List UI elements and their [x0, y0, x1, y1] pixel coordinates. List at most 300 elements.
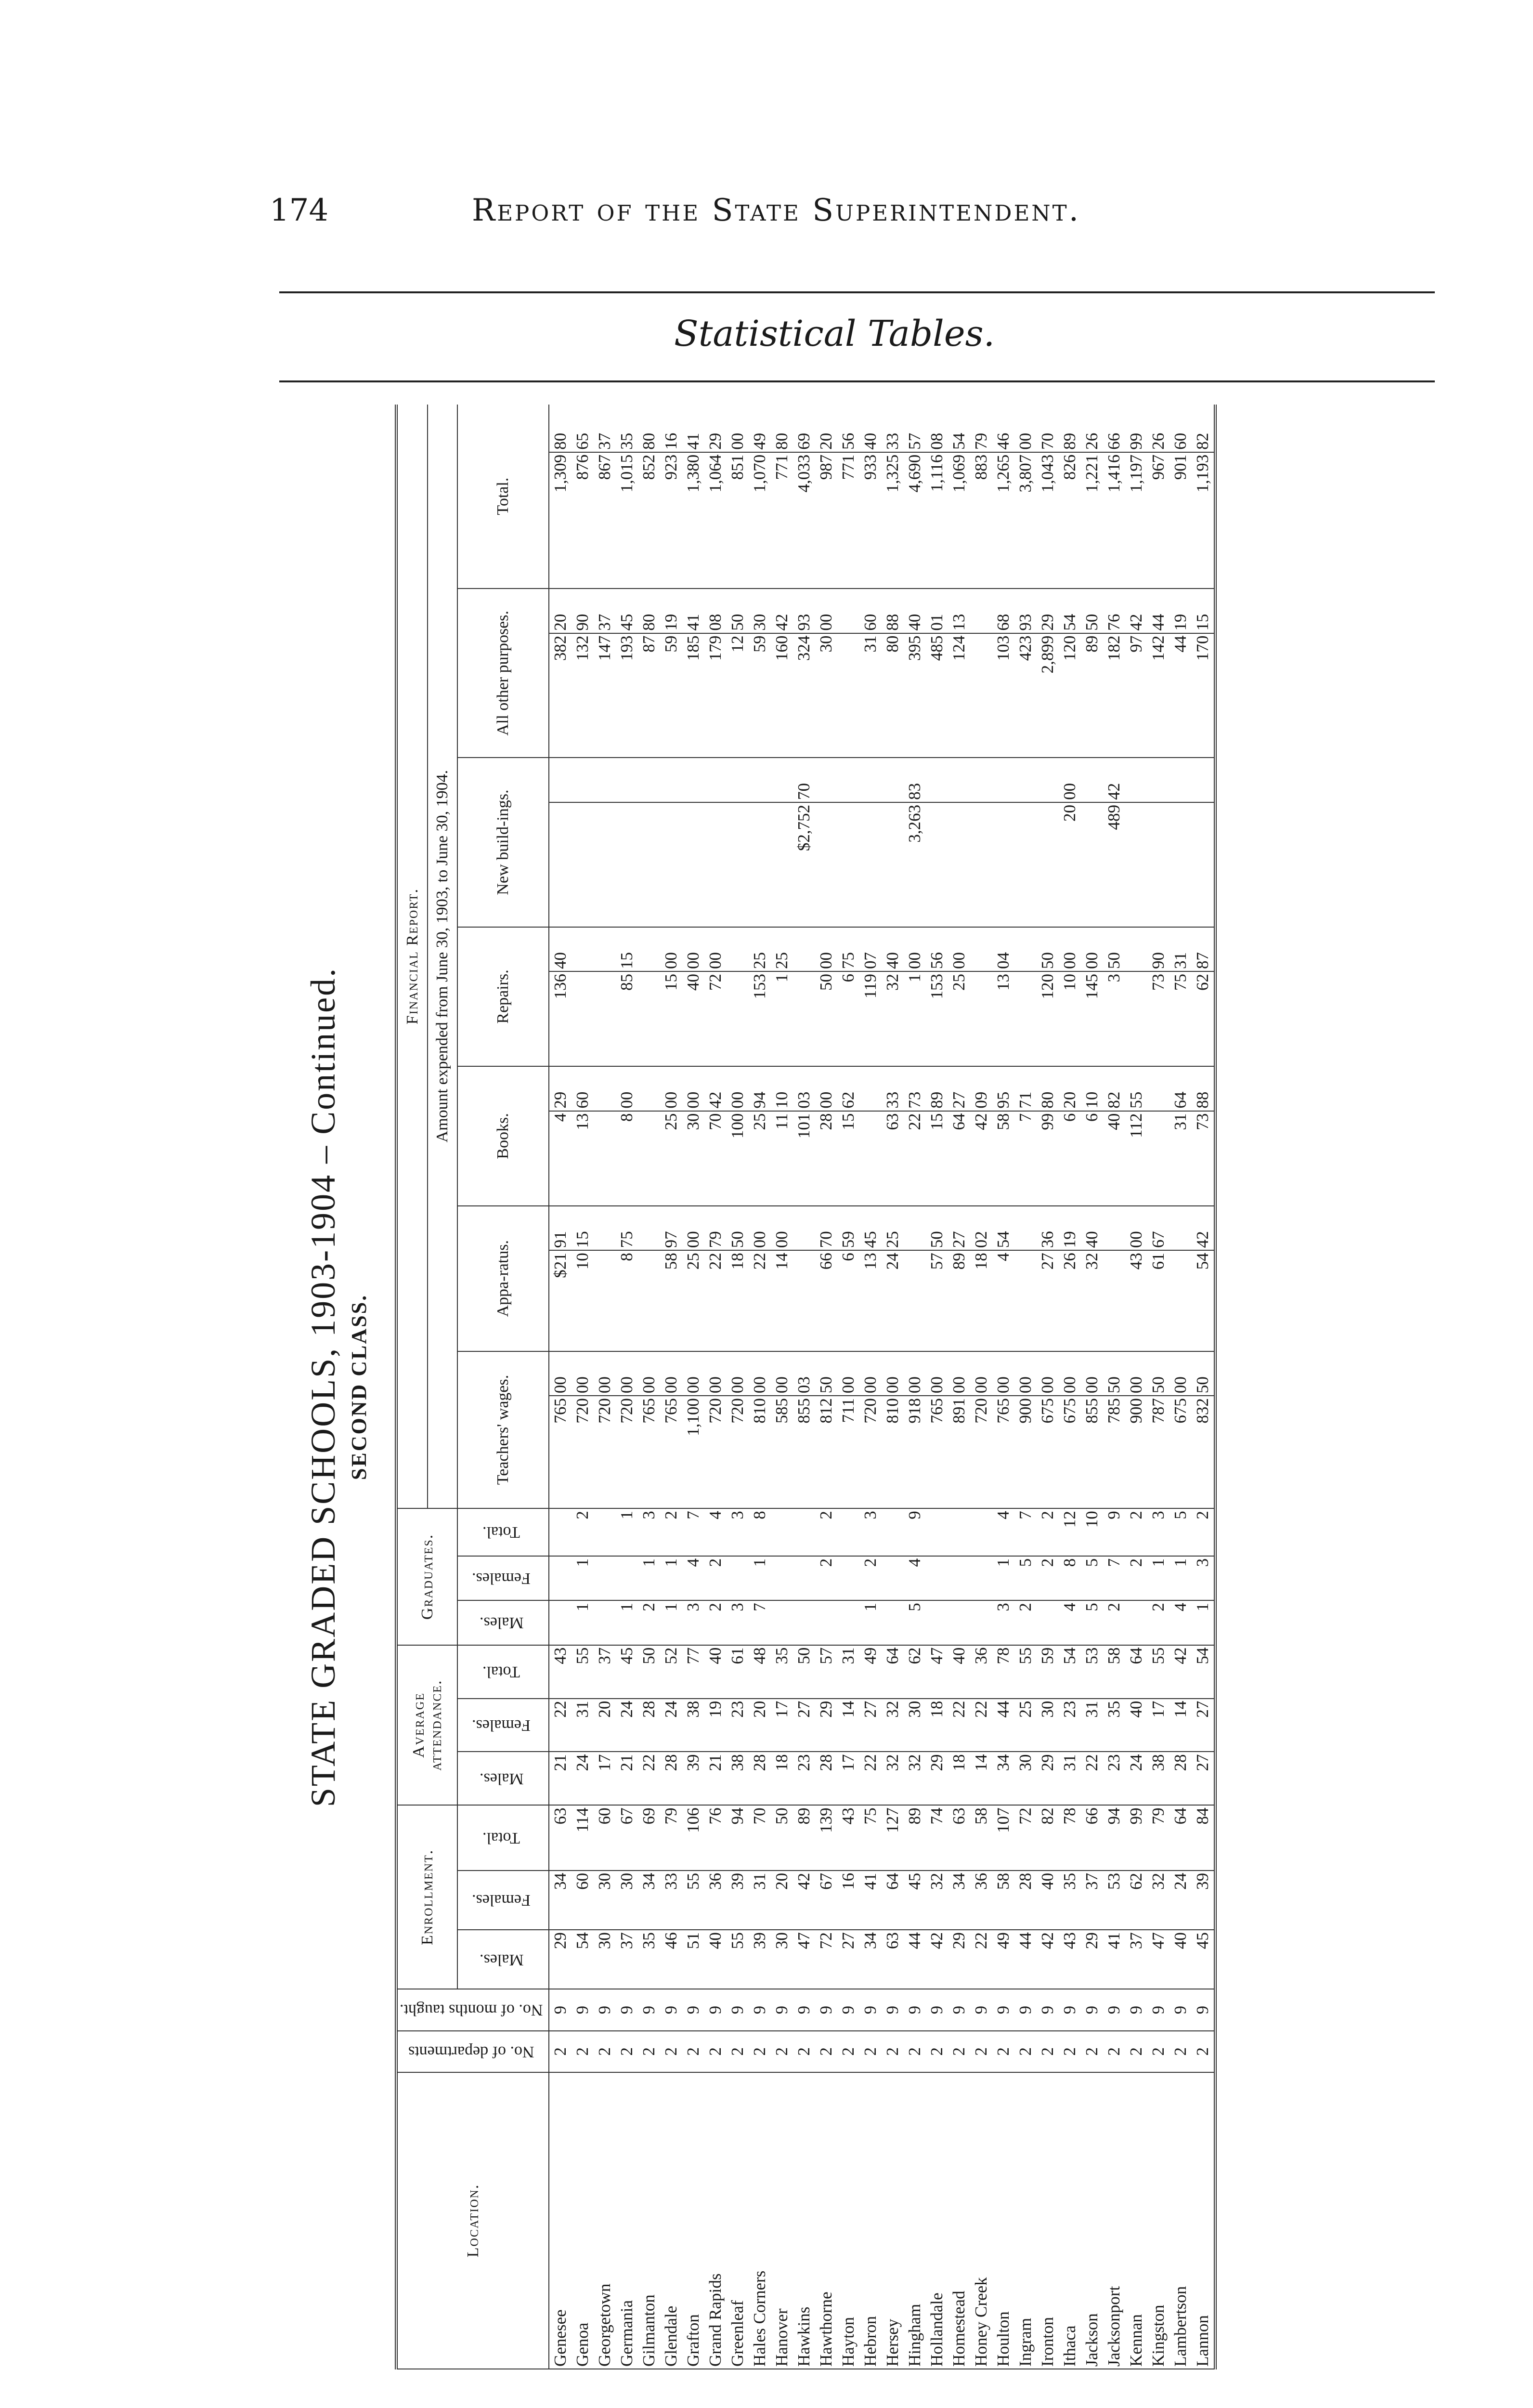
attend-females-cell: 30 — [1037, 1699, 1059, 1752]
other-purposes-cents-cell: 08 — [704, 589, 727, 633]
repairs-cents-cell: 15 — [616, 927, 638, 971]
location-cell: Hayton — [837, 2072, 859, 2369]
apparatus-cents-cell — [793, 1206, 815, 1250]
other-purposes-cell: 324 — [793, 633, 815, 758]
total-cell: 923 — [660, 452, 682, 589]
repairs-cents-cell: 50 — [1103, 927, 1125, 971]
new-buildings-cents-cell: 83 — [904, 758, 926, 802]
grad-males-cell — [815, 1600, 837, 1645]
attend-males-cell: 28 — [749, 1752, 771, 1805]
new-buildings-cell: 20 — [1059, 802, 1081, 927]
apparatus-cents-cell: 70 — [815, 1206, 837, 1250]
apparatus-cell: 57 — [926, 1250, 948, 1351]
grad-males-cell: 4 — [1059, 1600, 1081, 1645]
enroll-total-cell: 70 — [749, 1805, 771, 1871]
enroll-males-cell: 37 — [1125, 1930, 1147, 1989]
grad-total-cell — [549, 1508, 572, 1556]
new-buildings-cell — [616, 802, 638, 927]
enroll-males-cell: 51 — [682, 1930, 704, 1989]
other-purposes-cell: 160 — [771, 633, 793, 758]
enroll-total-cell: 64 — [1169, 1805, 1192, 1871]
other-purposes-cell: 59 — [660, 633, 682, 758]
enroll-total-cell: 43 — [837, 1805, 859, 1871]
attend-females-cell: 40 — [1125, 1699, 1147, 1752]
new-buildings-cents-cell — [1014, 758, 1037, 802]
new-buildings-cents-cell: 00 — [1059, 758, 1081, 802]
header-grad-males: Males. — [457, 1600, 549, 1645]
attend-males-cell: 30 — [1014, 1752, 1037, 1805]
total-cents-cell: 20 — [815, 405, 837, 452]
repairs-cents-cell: 00 — [948, 927, 970, 971]
apparatus-cell: 89 — [948, 1250, 970, 1351]
apparatus-cell: 43 — [1125, 1250, 1147, 1351]
grad-males-cell: 5 — [904, 1600, 926, 1645]
other-purposes-cell: 2,899 — [1037, 633, 1059, 758]
attend-males-cell: 22 — [1081, 1752, 1103, 1805]
location-cell: Gilmanton — [638, 2072, 660, 2369]
attend-females-cell: 22 — [948, 1699, 970, 1752]
grad-males-cell: 3 — [992, 1600, 1014, 1645]
apparatus-cents-cell: 40 — [1081, 1206, 1103, 1250]
attend-females-cell: 27 — [1192, 1699, 1215, 1752]
location-cell: Hawthorne — [815, 2072, 837, 2369]
wages-cents-cell: 00 — [992, 1351, 1014, 1396]
total-cell: 1,309 — [549, 452, 572, 589]
enroll-males-cell: 37 — [616, 1930, 638, 1989]
departments-cell: 2 — [1081, 2031, 1103, 2072]
apparatus-cell: 18 — [727, 1250, 749, 1351]
header-attendance: Average attendance. — [396, 1645, 457, 1806]
departments-cell: 2 — [1169, 2031, 1192, 2072]
attend-females-cell: 38 — [682, 1699, 704, 1752]
enroll-total-cell: 76 — [704, 1805, 727, 1871]
enroll-total-cell: 84 — [1192, 1805, 1215, 1871]
attend-females-cell: 14 — [837, 1699, 859, 1752]
enroll-total-cell: 79 — [1147, 1805, 1169, 1871]
months-cell: 9 — [904, 1989, 926, 2030]
wages-cents-cell: 00 — [549, 1351, 572, 1396]
apparatus-cell: 66 — [815, 1250, 837, 1351]
wages-cell: 675 — [1037, 1396, 1059, 1508]
books-cents-cell: 27 — [948, 1066, 970, 1111]
grad-total-cell — [970, 1508, 992, 1556]
total-cell: 876 — [572, 452, 594, 589]
grad-males-cell: 2 — [1014, 1600, 1037, 1645]
grad-males-cell: 3 — [727, 1600, 749, 1645]
other-purposes-cents-cell: 41 — [682, 589, 704, 633]
repairs-cell — [1125, 971, 1147, 1066]
grad-females-cell: 1 — [1169, 1556, 1192, 1600]
grad-total-cell — [948, 1508, 970, 1556]
header-enroll-males: Males. — [457, 1930, 549, 1989]
total-cents-cell: 00 — [1014, 405, 1037, 452]
repairs-cents-cell: 50 — [1037, 927, 1059, 971]
wages-cell: 891 — [948, 1396, 970, 1508]
location-cell: Kingston — [1147, 2072, 1169, 2369]
grad-males-cell: 7 — [749, 1600, 771, 1645]
attend-males-cell: 24 — [1125, 1752, 1147, 1805]
table-row — [572, 405, 594, 2369]
repairs-cell: 120 — [1037, 971, 1059, 1066]
attend-total-cell: 53 — [1081, 1645, 1103, 1699]
grad-total-cell: 9 — [904, 1508, 926, 1556]
enroll-males-cell: 55 — [727, 1930, 749, 1989]
location-cell: Genesee — [549, 2072, 572, 2369]
departments-cell: 2 — [1037, 2031, 1059, 2072]
wages-cents-cell: 00 — [749, 1351, 771, 1396]
enroll-females-cell: 32 — [1147, 1871, 1169, 1930]
enroll-females-cell: 30 — [594, 1871, 616, 1930]
attend-total-cell: 35 — [771, 1645, 793, 1699]
other-purposes-cell: 31 — [859, 633, 882, 758]
enroll-total-cell: 107 — [992, 1805, 1014, 1871]
grad-males-cell — [970, 1600, 992, 1645]
wages-cell: 900 — [1125, 1396, 1147, 1508]
attend-total-cell: 61 — [727, 1645, 749, 1699]
header-location: Location. — [396, 2072, 549, 2369]
repairs-cell: 62 — [1192, 971, 1215, 1066]
subtitle-rule — [279, 380, 1435, 382]
enroll-males-cell: 27 — [837, 1930, 859, 1989]
grad-males-cell — [771, 1600, 793, 1645]
rotated-table-block — [303, 405, 1449, 2369]
enroll-females-cell: 42 — [793, 1871, 815, 1930]
departments-cell: 2 — [992, 2031, 1014, 2072]
table-row — [948, 405, 970, 2369]
books-cents-cell — [638, 1066, 660, 1111]
table-row — [638, 405, 660, 2369]
enroll-males-cell: 72 — [815, 1930, 837, 1989]
months-cell: 9 — [815, 1989, 837, 2030]
grad-total-cell: 4 — [992, 1508, 1014, 1556]
apparatus-cents-cell — [594, 1206, 616, 1250]
wages-cents-cell: 00 — [904, 1351, 926, 1396]
enroll-females-cell: 35 — [1059, 1871, 1081, 1930]
total-cents-cell: 65 — [572, 405, 594, 452]
table-row — [682, 405, 704, 2369]
enroll-males-cell: 41 — [1103, 1930, 1125, 1989]
repairs-cents-cell — [638, 927, 660, 971]
grad-males-cell — [793, 1600, 815, 1645]
departments-cell: 2 — [815, 2031, 837, 2072]
apparatus-cents-cell: 00 — [682, 1206, 704, 1250]
total-cents-cell: 33 — [882, 405, 904, 452]
grad-females-cell: 1 — [572, 1556, 594, 1600]
wages-cell: 765 — [926, 1396, 948, 1508]
total-cents-cell: 80 — [638, 405, 660, 452]
new-buildings-cents-cell — [815, 758, 837, 802]
total-cell: 826 — [1059, 452, 1081, 589]
departments-cell: 2 — [1125, 2031, 1147, 2072]
grad-females-cell: 2 — [704, 1556, 727, 1600]
apparatus-cents-cell: 54 — [992, 1206, 1014, 1250]
enroll-males-cell: 42 — [926, 1930, 948, 1989]
total-cell: 1,380 — [682, 452, 704, 589]
books-cents-cell: 94 — [749, 1066, 771, 1111]
books-cell: 40 — [1103, 1111, 1125, 1206]
new-buildings-cell — [882, 802, 904, 927]
attend-total-cell: 37 — [594, 1645, 616, 1699]
other-purposes-cell: 382 — [549, 633, 572, 758]
location-cell: Germania — [616, 2072, 638, 2369]
attend-females-cell: 20 — [749, 1699, 771, 1752]
apparatus-cell: 18 — [970, 1250, 992, 1351]
attend-females-cell: 27 — [793, 1699, 815, 1752]
grad-total-cell: 3 — [1147, 1508, 1169, 1556]
apparatus-cell: 10 — [572, 1250, 594, 1351]
books-cents-cell: 03 — [793, 1066, 815, 1111]
enroll-females-cell: 32 — [926, 1871, 948, 1930]
books-cents-cell: 00 — [682, 1066, 704, 1111]
enroll-total-cell: 82 — [1037, 1805, 1059, 1871]
new-buildings-cents-cell — [616, 758, 638, 802]
repairs-cell — [1014, 971, 1037, 1066]
repairs-cents-cell: 56 — [926, 927, 948, 971]
wages-cell: 765 — [638, 1396, 660, 1508]
grad-males-cell — [549, 1600, 572, 1645]
header-fin-total: Total. — [457, 405, 549, 589]
total-cents-cell: 57 — [904, 405, 926, 452]
new-buildings-cell — [660, 802, 682, 927]
departments-cell: 2 — [1147, 2031, 1169, 2072]
repairs-cell — [638, 971, 660, 1066]
enroll-females-cell: 39 — [727, 1871, 749, 1930]
new-buildings-cents-cell — [572, 758, 594, 802]
enroll-total-cell: 94 — [1103, 1805, 1125, 1871]
total-cents-cell: 08 — [926, 405, 948, 452]
wages-cell: 855 — [1081, 1396, 1103, 1508]
grad-total-cell — [926, 1508, 948, 1556]
header-books: Books. — [457, 1066, 549, 1206]
books-cents-cell — [1147, 1066, 1169, 1111]
other-purposes-cell: 193 — [616, 633, 638, 758]
attend-total-cell: 43 — [549, 1645, 572, 1699]
books-cell: 6 — [1081, 1111, 1103, 1206]
enroll-females-cell: 34 — [948, 1871, 970, 1930]
other-purposes-cents-cell: 29 — [1037, 589, 1059, 633]
other-purposes-cell: 147 — [594, 633, 616, 758]
top-rule — [279, 291, 1435, 293]
total-cell: 4,033 — [793, 452, 815, 589]
books-cell: 31 — [1169, 1111, 1192, 1206]
table-row — [749, 405, 771, 2369]
new-buildings-cents-cell — [1081, 758, 1103, 802]
new-buildings-cents-cell: 42 — [1103, 758, 1125, 802]
repairs-cell: 85 — [616, 971, 638, 1066]
new-buildings-cents-cell — [1147, 758, 1169, 802]
apparatus-cents-cell: 27 — [948, 1206, 970, 1250]
enroll-males-cell: 30 — [771, 1930, 793, 1989]
table-class-label: SECOND CLASS. — [347, 1294, 371, 1480]
wages-cell: 765 — [660, 1396, 682, 1508]
books-cents-cell: 55 — [1125, 1066, 1147, 1111]
apparatus-cell — [594, 1250, 616, 1351]
total-cents-cell: 29 — [704, 405, 727, 452]
attend-males-cell: 38 — [1147, 1752, 1169, 1805]
attend-females-cell: 22 — [549, 1699, 572, 1752]
wages-cents-cell: 00 — [1125, 1351, 1147, 1396]
enroll-males-cell: 47 — [1147, 1930, 1169, 1989]
wages-cell: 765 — [549, 1396, 572, 1508]
months-cell: 9 — [970, 1989, 992, 2030]
table-row — [594, 405, 616, 2369]
departments-cell: 2 — [660, 2031, 682, 2072]
grad-total-cell: 5 — [1169, 1508, 1192, 1556]
attend-females-cell: 31 — [1081, 1699, 1103, 1752]
grad-females-cell — [616, 1556, 638, 1600]
books-cents-cell: 62 — [837, 1066, 859, 1111]
attend-females-cell: 24 — [616, 1699, 638, 1752]
attend-total-cell: 78 — [992, 1645, 1014, 1699]
total-cell: 883 — [970, 452, 992, 589]
enroll-total-cell: 114 — [572, 1805, 594, 1871]
enroll-females-cell: 53 — [1103, 1871, 1125, 1930]
attend-total-cell: 55 — [1147, 1645, 1169, 1699]
books-cell — [594, 1111, 616, 1206]
attend-total-cell: 47 — [926, 1645, 948, 1699]
enroll-females-cell: 20 — [771, 1871, 793, 1930]
attend-males-cell: 28 — [1169, 1752, 1192, 1805]
new-buildings-cents-cell — [859, 758, 882, 802]
wages-cents-cell: 00 — [771, 1351, 793, 1396]
enroll-males-cell: 29 — [1081, 1930, 1103, 1989]
departments-cell: 2 — [1192, 2031, 1215, 2072]
apparatus-cents-cell: 36 — [1037, 1206, 1059, 1250]
enroll-males-cell: 43 — [1059, 1930, 1081, 1989]
attend-total-cell: 31 — [837, 1645, 859, 1699]
total-cell: 933 — [859, 452, 882, 589]
repairs-cell: 25 — [948, 971, 970, 1066]
apparatus-cell — [1014, 1250, 1037, 1351]
grad-males-cell — [882, 1600, 904, 1645]
books-cell: 4 — [549, 1111, 572, 1206]
enroll-total-cell: 58 — [970, 1805, 992, 1871]
attend-total-cell: 55 — [572, 1645, 594, 1699]
attend-females-cell: 35 — [1103, 1699, 1125, 1752]
repairs-cents-cell: 87 — [1192, 927, 1215, 971]
grad-females-cell: 4 — [904, 1556, 926, 1600]
repairs-cell: 3 — [1103, 971, 1125, 1066]
repairs-cents-cell: 07 — [859, 927, 882, 971]
months-cell: 9 — [1081, 1989, 1103, 2030]
apparatus-cell: 4 — [992, 1250, 1014, 1351]
enroll-females-cell: 34 — [549, 1871, 572, 1930]
months-cell: 9 — [727, 1989, 749, 2030]
repairs-cell — [793, 971, 815, 1066]
repairs-cell — [572, 971, 594, 1066]
other-purposes-cents-cell: 42 — [1125, 589, 1147, 633]
enroll-males-cell: 44 — [904, 1930, 926, 1989]
wages-cents-cell: 00 — [970, 1351, 992, 1396]
departments-cell: 2 — [704, 2031, 727, 2072]
table-row — [815, 405, 837, 2369]
wages-cell: 785 — [1103, 1396, 1125, 1508]
grad-females-cell: 1 — [660, 1556, 682, 1600]
grad-total-cell — [771, 1508, 793, 1556]
apparatus-cents-cell: 59 — [837, 1206, 859, 1250]
books-cell: 63 — [882, 1111, 904, 1206]
header-expended: Amount expended from June 30, 1903, to June 30, 1904. — [428, 405, 457, 1508]
other-purposes-cell: 89 — [1081, 633, 1103, 758]
header-enrollment: Enrollment. — [396, 1805, 457, 1989]
wages-cents-cell: 00 — [660, 1351, 682, 1396]
attend-total-cell: 59 — [1037, 1645, 1059, 1699]
total-cents-cell: 00 — [727, 405, 749, 452]
other-purposes-cell: 423 — [1014, 633, 1037, 758]
repairs-cents-cell: 00 — [815, 927, 837, 971]
repairs-cents-cell: 40 — [882, 927, 904, 971]
repairs-cents-cell: 00 — [660, 927, 682, 971]
new-buildings-cell — [815, 802, 837, 927]
total-cents-cell: 26 — [1081, 405, 1103, 452]
attend-total-cell: 52 — [660, 1645, 682, 1699]
total-cents-cell: 69 — [793, 405, 815, 452]
other-purposes-cents-cell: 93 — [793, 589, 815, 633]
table-row — [859, 405, 882, 2369]
repairs-cell: 1 — [904, 971, 926, 1066]
wages-cents-cell: 00 — [572, 1351, 594, 1396]
attend-males-cell: 14 — [970, 1752, 992, 1805]
books-cell: 11 — [771, 1111, 793, 1206]
location-cell: Ironton — [1037, 2072, 1059, 2369]
grad-total-cell: 1 — [616, 1508, 638, 1556]
books-cents-cell: 10 — [1081, 1066, 1103, 1111]
departments-cell: 2 — [859, 2031, 882, 2072]
books-cell: 30 — [682, 1111, 704, 1206]
apparatus-cell: 25 — [682, 1250, 704, 1351]
books-cents-cell: 42 — [704, 1066, 727, 1111]
apparatus-cents-cell: 79 — [704, 1206, 727, 1250]
other-purposes-cell: 103 — [992, 633, 1014, 758]
new-buildings-cents-cell — [638, 758, 660, 802]
books-cell: 22 — [904, 1111, 926, 1206]
new-buildings-cell — [572, 802, 594, 927]
apparatus-cell: 13 — [859, 1250, 882, 1351]
location-cell: Jacksonport — [1103, 2072, 1125, 2369]
new-buildings-cell — [926, 802, 948, 927]
months-cell: 9 — [749, 1989, 771, 2030]
apparatus-cents-cell: 25 — [882, 1206, 904, 1250]
books-cell: 100 — [727, 1111, 749, 1206]
location-cell: Ithaca — [1059, 2072, 1081, 2369]
total-cents-cell: 56 — [837, 405, 859, 452]
wages-cell: 900 — [1014, 1396, 1037, 1508]
header-departments: No. of departments — [396, 2031, 549, 2072]
total-cell: 852 — [638, 452, 660, 589]
departments-cell: 2 — [749, 2031, 771, 2072]
new-buildings-cell: 489 — [1103, 802, 1125, 927]
wages-cell: 720 — [594, 1396, 616, 1508]
total-cell: 901 — [1169, 452, 1192, 589]
total-cell: 851 — [727, 452, 749, 589]
departments-cell: 2 — [572, 2031, 594, 2072]
books-cell: 58 — [992, 1111, 1014, 1206]
attend-total-cell: 64 — [882, 1645, 904, 1699]
apparatus-cents-cell: 67 — [1147, 1206, 1169, 1250]
repairs-cell: 15 — [660, 971, 682, 1066]
repairs-cell: 145 — [1081, 971, 1103, 1066]
new-buildings-cents-cell — [1125, 758, 1147, 802]
repairs-cell — [594, 971, 616, 1066]
wages-cell: 787 — [1147, 1396, 1169, 1508]
departments-cell: 2 — [882, 2031, 904, 2072]
attend-males-cell: 24 — [572, 1752, 594, 1805]
apparatus-cents-cell: 42 — [1192, 1206, 1215, 1250]
total-cell: 771 — [771, 452, 793, 589]
enroll-females-cell: 36 — [704, 1871, 727, 1930]
apparatus-cell — [1169, 1250, 1192, 1351]
total-cents-cell: 80 — [771, 405, 793, 452]
